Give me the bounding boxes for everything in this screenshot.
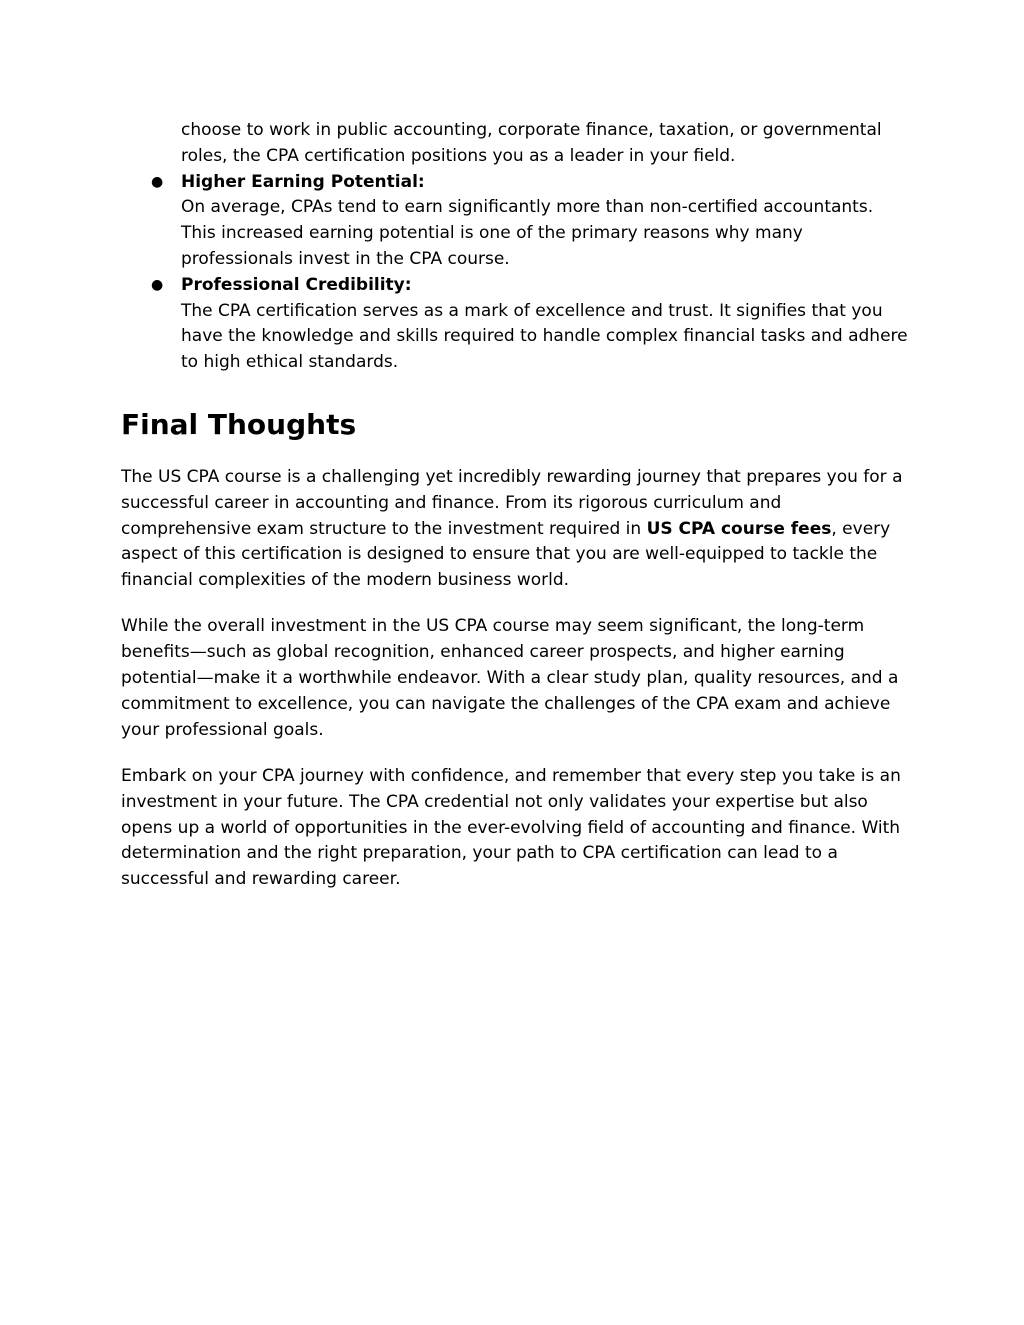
bullet-icon: ● [151, 276, 164, 293]
section-heading: Final Thoughts [121, 407, 357, 441]
benefits-list [121, 170, 911, 376]
intro-continuation-text: choose to work in public accounting, corporate finance, taxation, or governmental roles, the CPA certification positions you as a leader in your field. [181, 120, 882, 166]
list-item [121, 170, 911, 273]
paragraph-1 [121, 465, 911, 594]
benefit-title: Higher Earning Potential: [181, 171, 425, 192]
paragraph-3: Embark on your CPA journey with confidence, and remember that every step you take is an investment in your future. The CPA credential not only validates your expertise but also opens up a world of opportunities in the ever-evolving field of accounting and finance. With determination and the right preparation, your path to CPA certification can lead to a successful and rewarding career. [121, 765, 901, 890]
list-item [121, 273, 911, 376]
paragraph-1-text-after: , every aspect of this certification is designed to ensure that you are well-equipped to tackle the financial complexities of the modern business world. [121, 518, 891, 591]
bullet-icon: ● [151, 173, 164, 190]
paragraph-2: While the overall investment in the US CPA course may seem significant, the long-term benefits—such as global recognition, enhanced career prospects, and higher earning potential—make it a worthwhile endeavor. With a clear study plan, quality resources, and a commitment to excellence, you can navigate the challenges of the CPA exam and achieve your professional goals. [121, 616, 899, 740]
document-content [121, 118, 911, 913]
course-fees-emphasis: US CPA course fees [646, 518, 832, 539]
paragraph-1-text-before: The US CPA course is a challenging yet incredibly rewarding journey that prepares you for a successful career in accounting and finance. From its rigorous curriculum and comprehensive exam structure to the investment required in [121, 466, 903, 539]
benefit-body: On average, CPAs tend to earn significantly more than non-certified accountants. This increased earning potential is one of the primary reasons why many professionals invest in the CPA course. [181, 197, 874, 269]
benefit-title: Professional Credibility: [181, 274, 412, 295]
benefit-body: The CPA certification serves as a mark of excellence and trust. It signifies that you have the knowledge and skills required to handle complex financial tasks and adhere to high ethical standards. [181, 300, 908, 373]
